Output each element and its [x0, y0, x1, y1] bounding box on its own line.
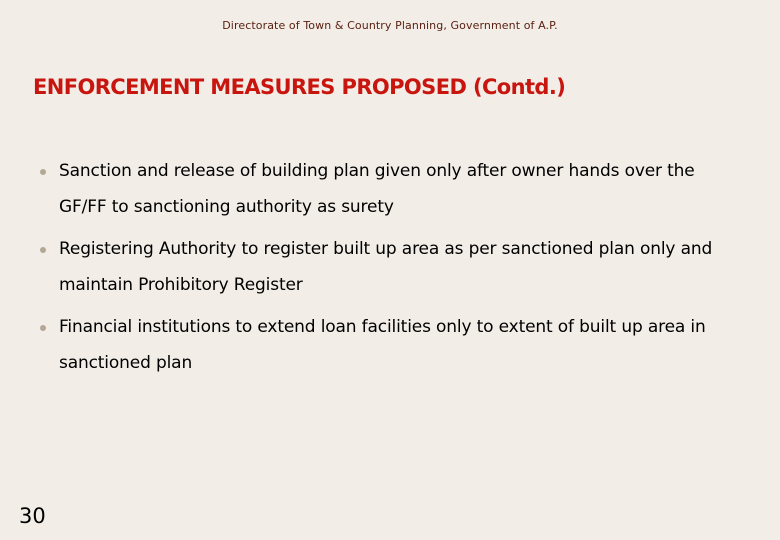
header-text: Directorate of Town & Country Planning, Government of A.P.	[222, 19, 558, 32]
bullet-list	[38, 153, 738, 387]
bullet-item	[38, 153, 738, 225]
bullet-icon	[40, 247, 46, 253]
bullet-item	[38, 309, 738, 381]
bullet-text: Registering Authority to register built up area as per sanctioned plan only and maintain Prohibitory Register	[59, 239, 713, 295]
bullet-icon	[40, 169, 46, 175]
bullet-icon	[40, 325, 46, 331]
bullet-text: Sanction and release of building plan given only after owner hands over the GF/FF to sanctioning authority as surety	[59, 161, 695, 217]
bullet-text: Financial institutions to extend loan facilities only to extent of built up area in sanctioned plan	[59, 317, 706, 373]
slide-title: ENFORCEMENT MEASURES PROPOSED (Contd.)	[33, 75, 566, 99]
bullet-item	[38, 231, 738, 303]
page-number: 30	[19, 504, 46, 528]
